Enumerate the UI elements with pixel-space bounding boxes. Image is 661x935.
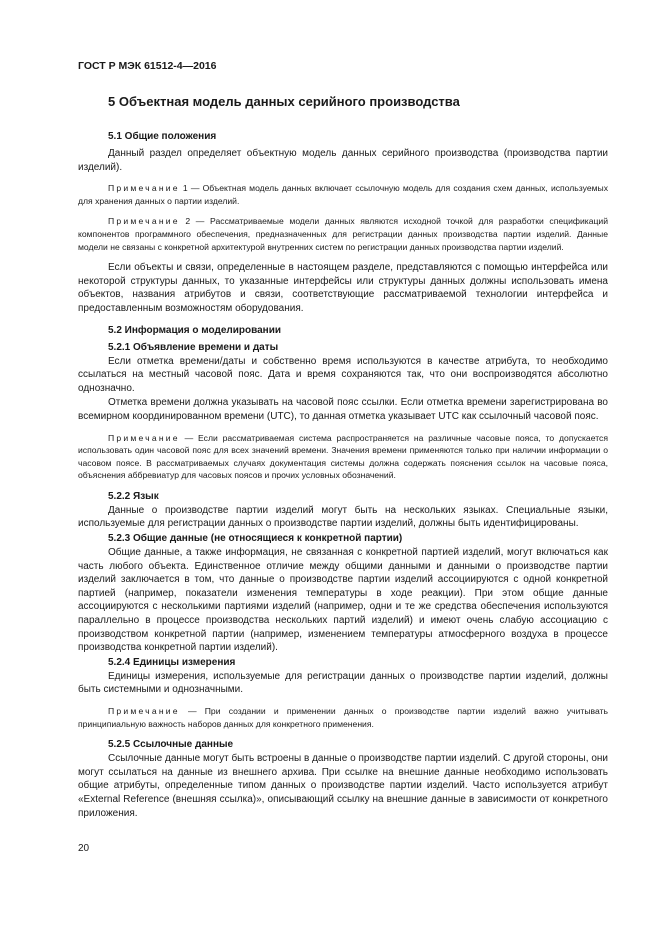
section-5-2-3-title: 5.2.3 Общие данные (не относящиеся к конкретной партии) [108,533,403,545]
note-1-label: Примечание [108,183,180,194]
section-5-2-1-paragraph-1: Если отметка времени/даты и собственно время используются в качестве атрибута, то необходимо ссылаться на местный часовой пояс. Дата и время сохраняются так, что они воспроизводятся абсолютно однозначно. [78,355,608,394]
note-time-zones-label: Примечание [108,432,180,443]
chapter-title: 5 Объектная модель данных серийного производства [108,94,460,109]
section-5-2-title: 5.2 Информация о моделировании [108,324,282,336]
note-units [78,705,608,730]
section-5-2-2-paragraph: Данные о производстве партии изделий могут быть на нескольких языках. Специальные языки, используемые для регистрации данных о производстве партии изделий, должны быть идентифицированы. [78,504,608,530]
note-units-label: Примечание [108,706,180,716]
section-5-2-3-paragraph: Общие данные, а также информация, не связанная с конкретной партией изделий, могут включаться как часть любого объекта. Единственное отличие между общими данными и данными о производстве партии изделий заключается в том, что данные о производстве партии изделий ассоциируются с одной конкретной партией (например, показатели изменения температуры в ходе реакции). При этом общие данные ассоциируются с несколькими партиями изделий (например, одни и те же средства обеспечения используются параллельно в процессе производства нескольких партий изделий) и имеют очень слабую ассоциацию с производством конкретной партии (например, изменением температуры атмосферного воздуха в процессе производства конкретной партии изделий). [78,547,608,654]
section-5-2-5-title: 5.2.5 Ссылочные данные [108,739,234,751]
note-2-label: Примечание [108,216,180,227]
section-5-1-paragraph-2: Если объекты и связи, определенные в настоящем разделе, представляются с помощью интерфейса или некоторой структуры данных, то указанные интерфейсы или структуры данных должны использовать имена объектов, названия атрибутов и связи, соответствующие рассматриваемой технологии интерфейса и предоставленным возможностям оборудования. [78,262,608,314]
note-time-zones [78,432,608,482]
note-1 [78,182,608,207]
section-5-2-4-title: 5.2.4 Единицы измерения [108,656,236,668]
document-header: ГОСТ Р МЭК 61512-4—2016 [78,60,217,72]
section-5-2-1-paragraph-2: Отметка времени должна указывать на часовой пояс ссылки. Если отметка времени зарегистрирована во всемирном координированном времени (UTC), то данная отметка указывает UTC как ссылочный часовой пояс. [78,397,608,422]
note-2 [78,215,608,253]
note-1-text: 1 — Объектная модель данных включает ссылочную модель для создания схем данных, используемых для хранения данных о партии изделий. [78,183,608,206]
section-5-2-2-title: 5.2.2 Язык [108,490,159,502]
page-content [78,94,608,821]
section-5-2-5-paragraph: Ссылочные данные могут быть встроены в данные о производстве партии изделий. С другой стороны, они могут ссылаться на данные из внешнего архива. При ссылке на внешние данные необходимо использовать общие атрибуты, определенные типом данных о производстве партии изделий. Часто используется атрибут «External Reference (внешняя ссылка)», описывающий ссылку на внешние данные в зависимости от конкретного приложения. [78,753,608,819]
note-2-text: 2 — Рассматриваемые модели данных являются исходной точкой для разработки спецификаций компонентов программного обеспечения, предназначенных для регистрации данных производства партии изделий. Данные модели не связаны с конкретной архитектурой внутренних систем по регистрации данных производства партии изделий. [78,216,608,252]
section-5-1-paragraph-1: Данный раздел определяет объектную модель данных серийного производства (производства партии изделий). [78,148,608,173]
note-units-text: — При создании и применении данных о производстве партии изделий важно учитывать принципиальную важность наборов данных для конкретного применения. [78,706,608,729]
section-5-2-4-paragraph: Единицы измерения, используемые для регистрации данных о производстве партии изделий, должны быть системными и однозначными. [78,670,608,696]
section-5-2-1-title: 5.2.1 Объявление времени и даты [108,341,279,353]
page-number: 20 [78,843,90,854]
section-5-1-title: 5.1 Общие положения [108,131,217,142]
note-time-zones-text: — Если рассматриваемая система распространяется на различные часовые пояса, то допускается использовать один часовой пояс для всех значений времени. Значения времени применяются только при наличии информации о часовом поясе. В рассматриваемых случаях документация системы должна содержать пояснения ссылок на часовые пояса, объяснения аббревиатур для часовых поясов и прочих условных обозначений. [78,432,608,481]
